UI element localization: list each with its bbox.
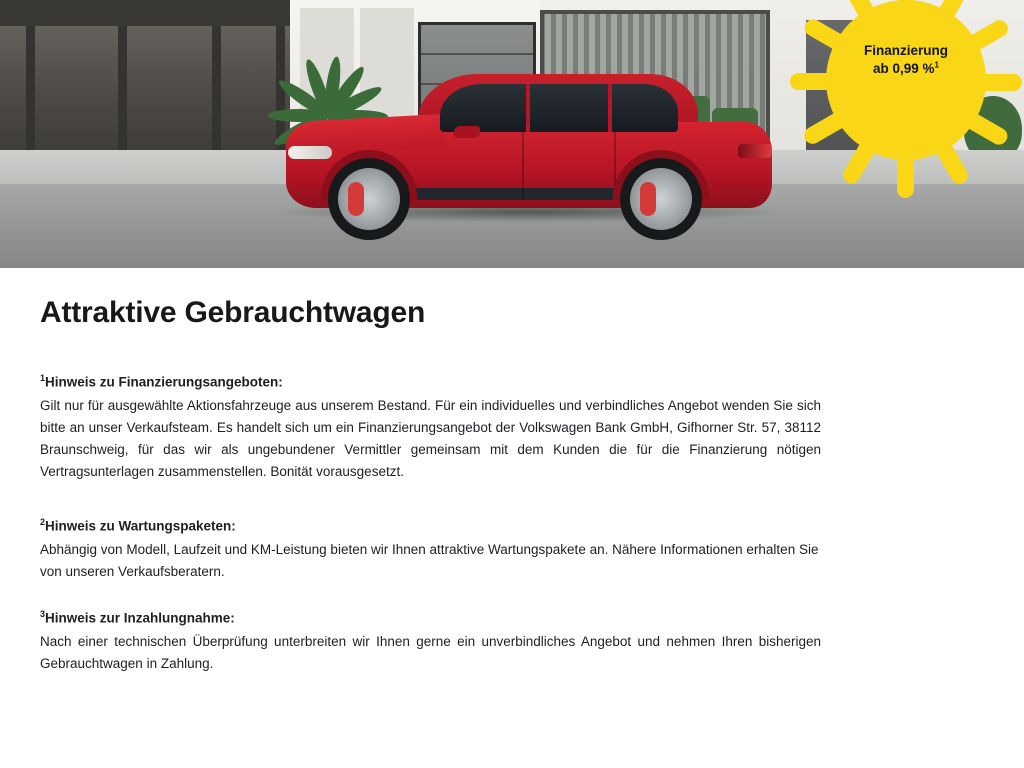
section-maintenance-heading <box>40 516 821 536</box>
headlight <box>288 146 332 159</box>
carport-post <box>212 26 221 160</box>
car-window-glass <box>440 84 678 132</box>
section-tradein <box>40 608 821 675</box>
badge-line-2 <box>826 60 986 78</box>
rear-wheel <box>620 158 702 240</box>
front-wheel <box>328 158 410 240</box>
section-tradein-heading <box>40 608 821 628</box>
section-maintenance-body: Abhängig von Modell, Laufzeit und KM-Leistung bieten wir Ihnen attraktive Wartungspakete an. Nähere Informationen erhalten Sie von unseren Verkaufsberatern. <box>40 542 819 579</box>
hero-image <box>0 0 1024 268</box>
section-tradein-body: Nach einer technischen Überprüfung unterbreiten wir Ihnen gerne ein unverbindliches Angebot und nehmen Ihren bisherigen Gebrauchtwagen in Zahlung. <box>40 634 821 671</box>
window-pillar <box>526 84 530 132</box>
brake-caliper <box>640 182 656 216</box>
page-title: Attraktive Gebrauchtwagen <box>40 296 426 329</box>
carport-post <box>26 26 35 160</box>
section-tradein-heading-text: Hinweis zur Inzahlungnahme: <box>45 610 235 626</box>
sun-circle <box>826 0 986 160</box>
footnote-marker: 1 <box>40 373 46 383</box>
section-maintenance <box>40 516 821 583</box>
financing-sun-badge <box>764 0 1024 222</box>
car-illustration <box>268 60 788 240</box>
carport-post <box>118 26 127 160</box>
footnote-marker: 3 <box>40 609 46 619</box>
content-area <box>0 268 1024 768</box>
brake-caliper <box>348 182 364 216</box>
badge-footnote-marker: 1 <box>934 60 939 70</box>
badge-line-2-text: ab 0,99 % <box>873 61 935 77</box>
side-mirror <box>454 126 480 138</box>
building-left <box>0 0 290 160</box>
window-pillar <box>608 84 612 132</box>
section-maintenance-heading-text: Hinweis zu Wartungspaketen: <box>45 518 236 534</box>
badge-line-1: Finanzierung <box>864 43 948 58</box>
door-seam <box>522 130 524 200</box>
footnote-marker: 2 <box>40 517 46 527</box>
section-financing-heading <box>40 372 821 392</box>
section-financing-heading-text: Hinweis zu Finanzierungsangeboten: <box>45 374 283 390</box>
carport-beam <box>0 0 290 26</box>
section-financing-body: Gilt nur für ausgewählte Aktionsfahrzeuge aus unserem Bestand. Für ein individuelles und verbindliches Angebot wenden Sie sich bitte an unser Verkaufsteam. Es handelt sich um ein Finanzierungsangebot der Volkswagen Bank GmbH, Gifhorner Str. 57, 38112 Braunschweig, für das wir als ungebundener Vermittler gemeinsam mit dem Kunden die für die Finanzierung nötigen Vertragsunterlagen zusammenstellen. Bonität vorausgesetzt. <box>40 398 821 479</box>
section-financing <box>40 372 821 483</box>
badge-text <box>826 42 986 78</box>
